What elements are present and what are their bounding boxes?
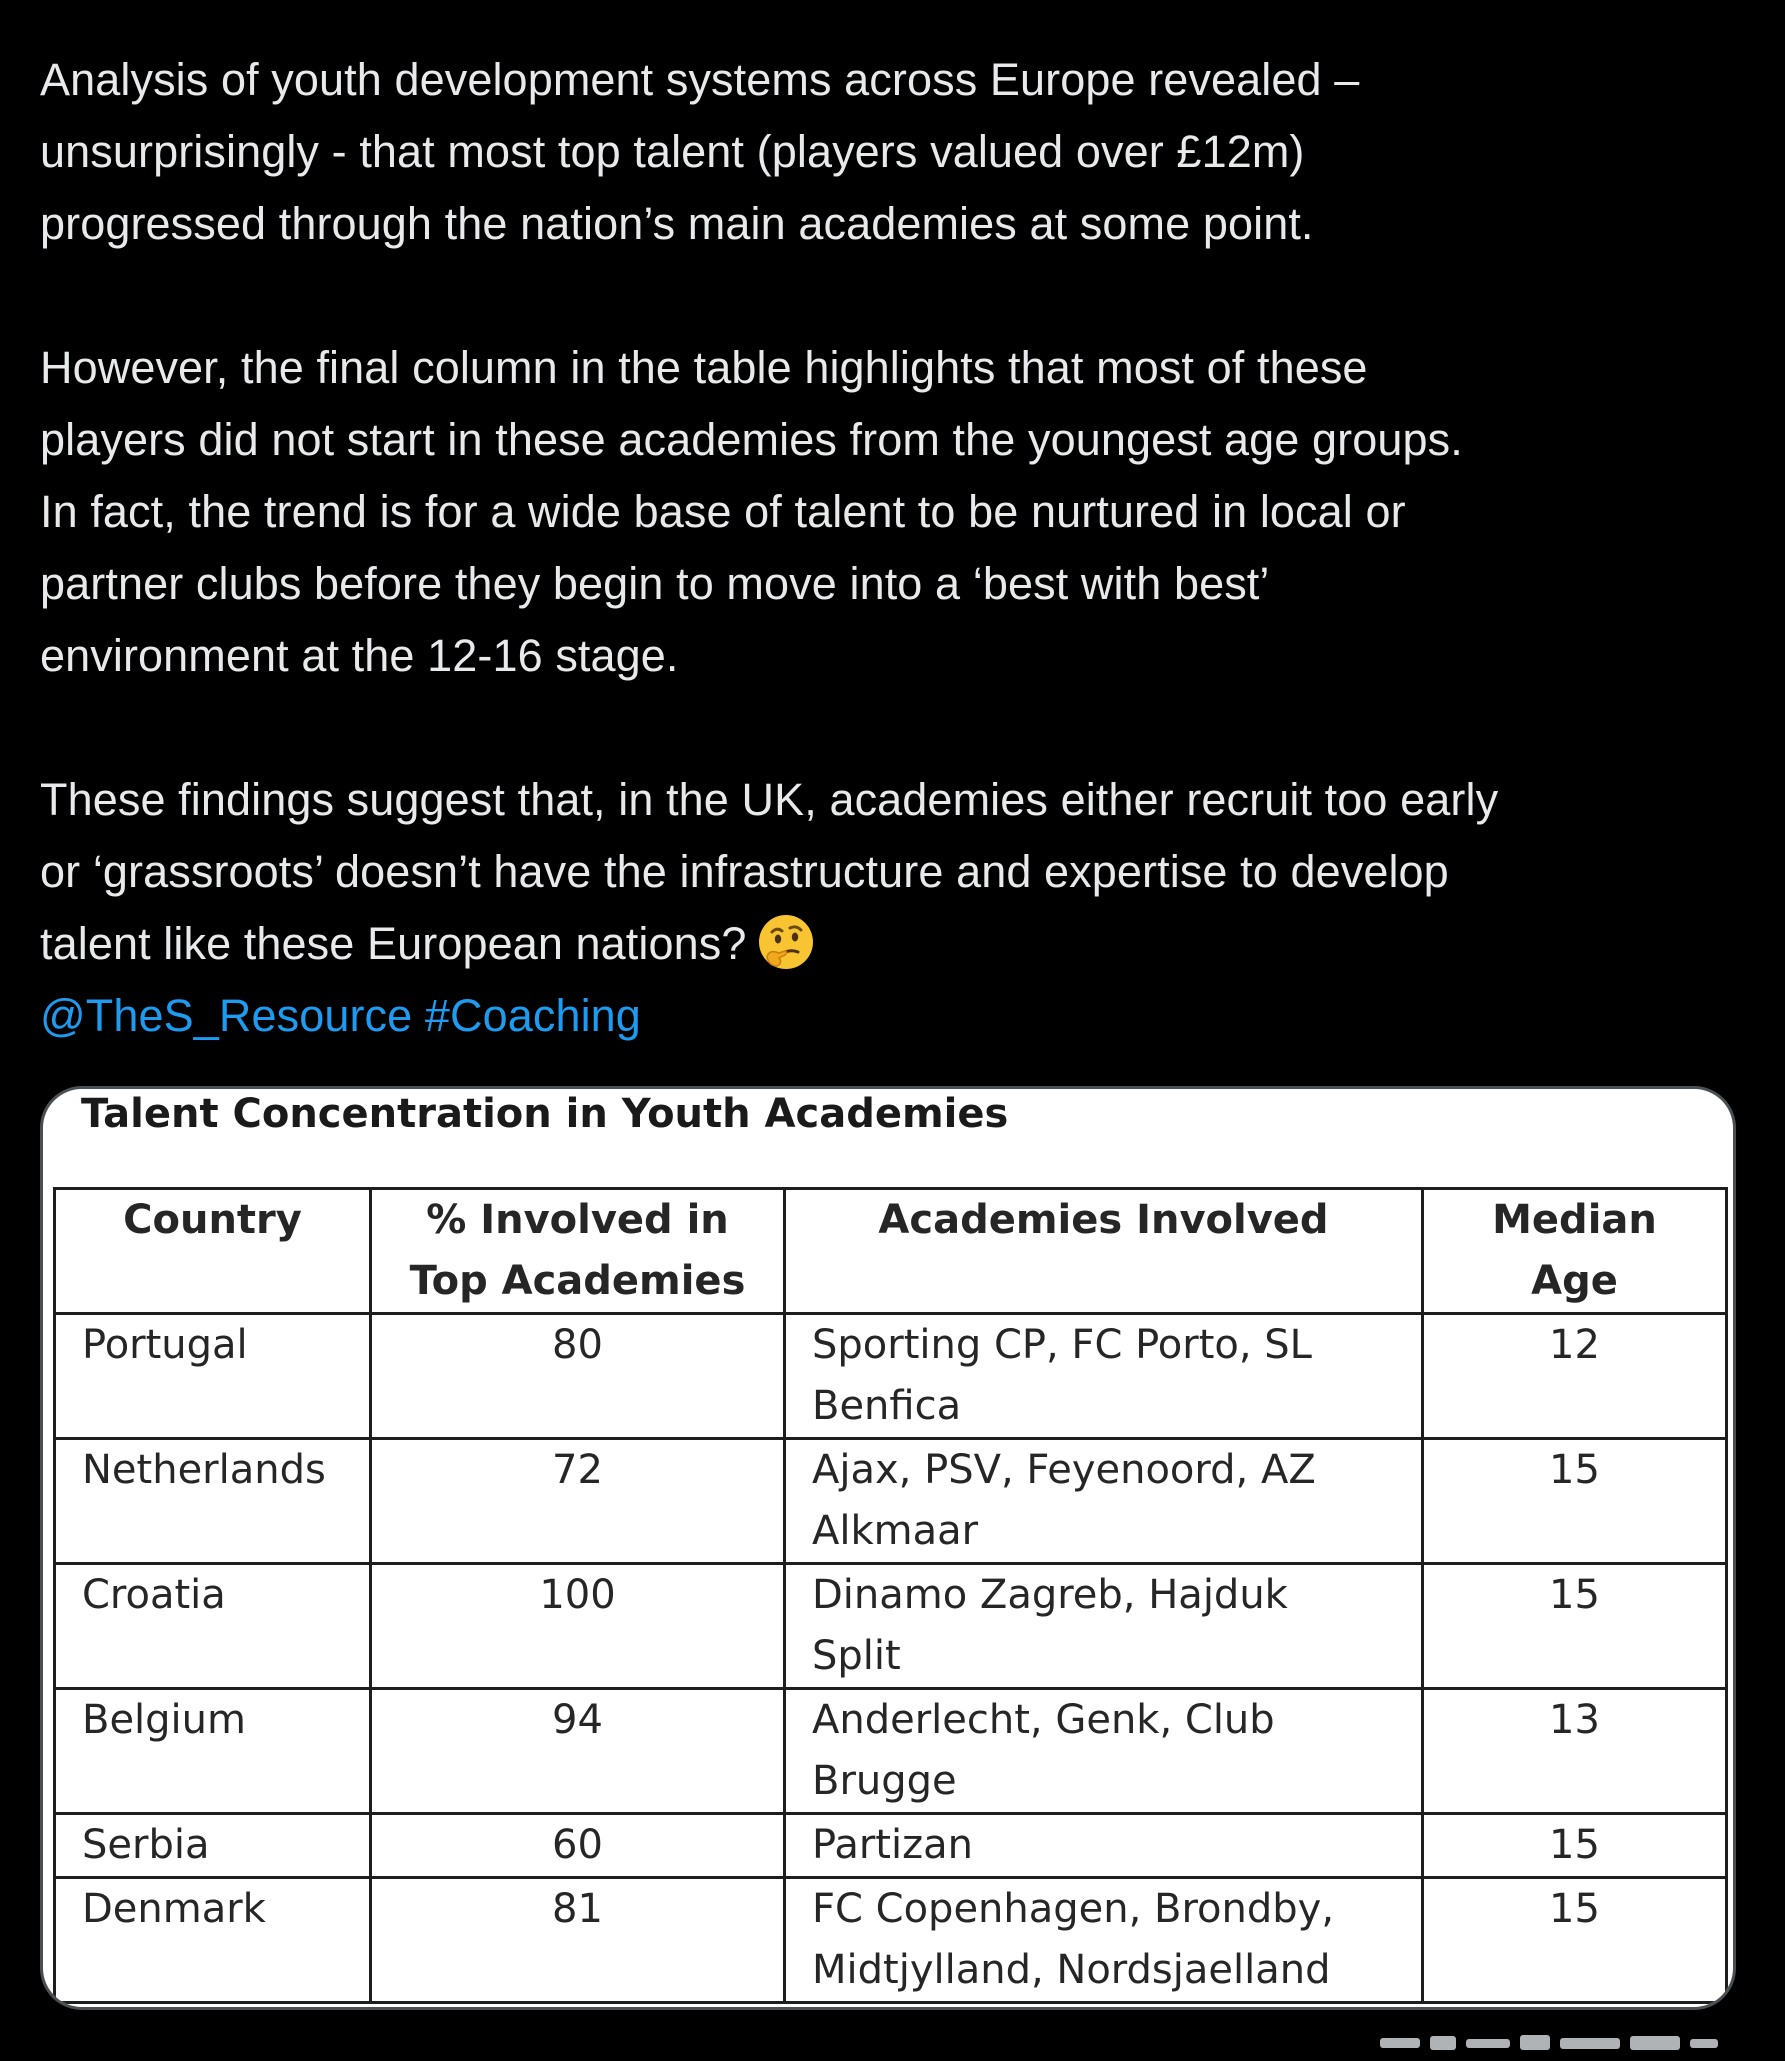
table-row — [55, 1439, 1727, 1564]
mention-link[interactable]: @TheS_Resource — [40, 990, 413, 1041]
post-line: players did not start in these academies from the youngest age groups. — [40, 414, 1463, 465]
watermark — [1380, 2032, 1740, 2054]
cell-country: Serbia — [55, 1814, 371, 1878]
cell-age: 15 — [1423, 1814, 1727, 1878]
academies-line: Dinamo Zagreb, Hajduk — [812, 1572, 1288, 1618]
post-line: or ‘grassroots’ doesn’t have the infrastructure and expertise to develop — [40, 846, 1449, 897]
header-text: Country — [123, 1197, 302, 1243]
cell-pct: 94 — [371, 1689, 785, 1814]
cell-age: 15 — [1423, 1878, 1727, 2003]
cell-academies — [785, 1314, 1423, 1439]
post-line: environment at the 12-16 stage. — [40, 630, 679, 681]
academies-line: Midtjylland, Nordsjaelland — [812, 1947, 1331, 1993]
header-text: Median — [1492, 1197, 1657, 1243]
table-title: Talent Concentration in Youth Academies — [81, 1091, 1009, 1137]
academies-line: Sporting CP, FC Porto, SL — [812, 1322, 1312, 1368]
academies-line: Alkmaar — [812, 1508, 979, 1554]
post-text — [40, 44, 1750, 1052]
cell-pct: 100 — [371, 1564, 785, 1689]
cell-country: Denmark — [55, 1878, 371, 2003]
post-paragraph-3 — [40, 764, 1750, 980]
cell-age: 15 — [1423, 1564, 1727, 1689]
cell-academies — [785, 1689, 1423, 1814]
table-row — [55, 1814, 1727, 1878]
attached-image[interactable] — [40, 1086, 1736, 2010]
table-row — [55, 1689, 1727, 1814]
academies-line: Brugge — [812, 1758, 957, 1804]
cell-country: Belgium — [55, 1689, 371, 1814]
academies-line: Benfica — [812, 1383, 962, 1429]
paragraph-gap — [40, 260, 1750, 332]
academies-line: Anderlecht, Genk, Club — [812, 1697, 1275, 1743]
thinking-face-icon — [757, 913, 815, 971]
cell-country: Croatia — [55, 1564, 371, 1689]
cell-country: Portugal — [55, 1314, 371, 1439]
post-line: In fact, the trend is for a wide base of talent to be nurtured in local or — [40, 486, 1406, 537]
post-links — [40, 980, 1750, 1052]
post-line: progressed through the nation’s main academies at some point. — [40, 198, 1314, 249]
post-line: unsurprisingly - that most top talent (players valued over £12m) — [40, 126, 1305, 177]
paragraph-gap — [40, 692, 1750, 764]
header-country — [55, 1189, 371, 1314]
cell-age: 12 — [1423, 1314, 1727, 1439]
post-paragraph-2 — [40, 332, 1750, 692]
post-line: partner clubs before they begin to move into a ‘best with best’ — [40, 558, 1270, 609]
header-text: Top Academies — [409, 1258, 746, 1304]
post-paragraph-1 — [40, 44, 1750, 260]
academies-line: Split — [812, 1633, 901, 1679]
cell-age: 15 — [1423, 1439, 1727, 1564]
academies-line: FC Copenhagen, Brondby, — [812, 1886, 1335, 1932]
cell-pct: 60 — [371, 1814, 785, 1878]
cell-country: Netherlands — [55, 1439, 371, 1564]
table-row — [55, 1314, 1727, 1439]
cell-pct: 80 — [371, 1314, 785, 1439]
cell-pct: 81 — [371, 1878, 785, 2003]
header-text: Age — [1531, 1258, 1618, 1304]
post-line: Analysis of youth development systems across Europe revealed – — [40, 54, 1360, 105]
academies-line: Partizan — [812, 1822, 973, 1868]
header-academies — [785, 1189, 1423, 1314]
cell-pct: 72 — [371, 1439, 785, 1564]
hashtag-link[interactable]: #Coaching — [424, 990, 641, 1041]
cell-academies — [785, 1564, 1423, 1689]
cell-academies — [785, 1439, 1423, 1564]
post-line: However, the final column in the table highlights that most of these — [40, 342, 1368, 393]
table-header-row — [55, 1189, 1727, 1314]
table-row — [55, 1878, 1727, 2003]
cell-academies — [785, 1814, 1423, 1878]
post-line: These findings suggest that, in the UK, academies either recruit too early — [40, 774, 1499, 825]
cell-age: 13 — [1423, 1689, 1727, 1814]
header-pct-involved — [371, 1189, 785, 1314]
cell-academies — [785, 1878, 1423, 2003]
academies-line: Ajax, PSV, Feyenoord, AZ — [812, 1447, 1316, 1493]
post-line: talent like these European nations? — [40, 918, 747, 969]
header-median-age — [1423, 1189, 1727, 1314]
table-row — [55, 1564, 1727, 1689]
header-text: Academies Involved — [878, 1197, 1329, 1243]
academies-table — [53, 1187, 1728, 2004]
header-text: % Involved in — [426, 1197, 729, 1243]
